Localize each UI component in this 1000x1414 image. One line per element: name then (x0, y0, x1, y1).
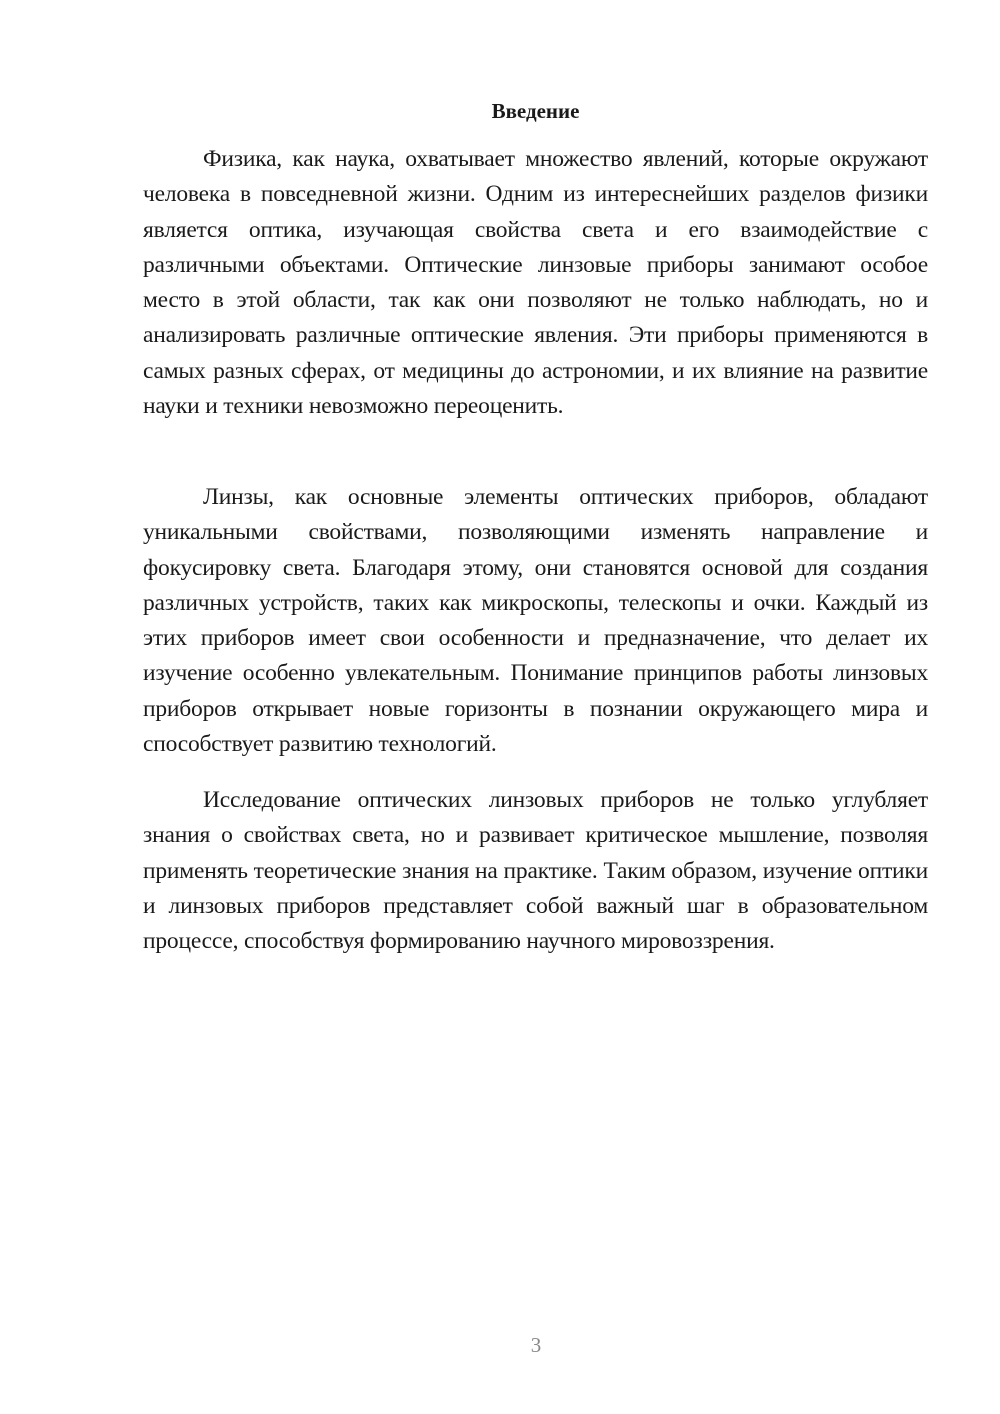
paragraph-text: Физика, как наука, охватывает множество явлений, которые окружают человека в повседневной жизни. Одним из интереснейших разделов физики является оптика, изучающая свойства света и его взаимодействие с различными объектами. Оптические линзовые приборы занимают особое место в этой области, так как они позволяют не только наблюдать, но и анализировать различные оптические явления. Эти приборы применяются в самых разных сферах, от медицины до астрономии, и их влияние на развитие науки и техники невозможно переоценить. (143, 146, 928, 420)
paragraph-text: Исследование оптических линзовых приборов не только углубляет знания о свойствах света, но и развивает критическое мышление, позволяя применять теоретические знания на практике. Таким образом, изучение оптики и линзовых приборов представляет собой важный шаг в образовательном процессе, способствуя формированию научного мировоззрения. (143, 787, 928, 955)
paragraph-3 (143, 783, 928, 959)
paragraph-2 (143, 480, 928, 762)
page-number: 3 (530, 1333, 542, 1357)
paragraph-text: Линзы, как основные элементы оптических приборов, обладают уникальными свойствами, позволяющими изменять направление и фокусировку света. Благодаря этому, они становятся основой для создания различных устройств, таких как микроскопы, телескопы и очки. Каждый из этих приборов имеет свои особенности и предназначение, что делает их изучение особенно увлекательным. Понимание принципов работы линзовых приборов открывает новые горизонты в познании окружающего мира и способствует развитию технологий. (143, 484, 928, 758)
section-title: Введение (491, 99, 580, 123)
paragraph-1 (143, 142, 928, 424)
